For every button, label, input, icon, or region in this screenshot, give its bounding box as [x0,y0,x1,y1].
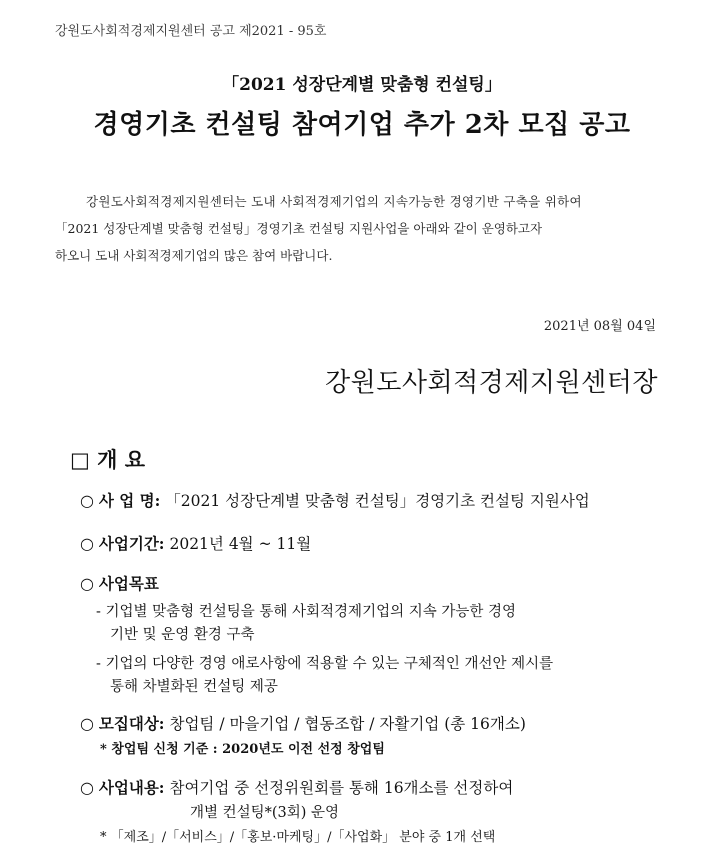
item-label: 모집대상: [98,714,165,733]
content-footnote: * 「제조」/「서비스」/「홍보·마케팅」/「사업화」 분야 중 1개 선택 [100,830,496,845]
goal-line-1: - 기업별 맞춤형 컨설팅을 통해 사회적경제기업의 지속 가능한 경영 [96,604,516,620]
intro-line-1: 강원도사회적경제지원센터는 도내 사회적경제기업의 지속가능한 경영기반 구축을 위하여 [86,194,582,209]
document-title: 경영기초 컨설팅 참여기업 추가 2차 모집 공고 [93,110,631,140]
intro-line-2: 「2021 성장단계별 맞춤형 컨설팅」경영기초 컨설팅 지원사업을 아래와 같이 운영하고자 [55,221,543,236]
item-label: 사 업 명: [98,491,161,510]
item-value: 참여기업 중 선정위원회를 통해 16개소를 선정하여 [169,779,514,797]
goal-line-1-cont: 기반 및 운영 환경 구축 [110,627,255,643]
circle-bullet-icon: ○ [80,714,94,733]
item-value: 2021년 4월 ~ 11월 [169,535,312,553]
item-value: 「2021 성장단계별 맞춤형 컨설팅」경영기초 컨설팅 지원사업 [165,492,590,510]
issuing-organization: 강원도사회적경제지원센터장 [324,368,658,398]
item-project-period [80,532,311,554]
goal-line-2: - 기업의 다양한 경영 애로사항에 적용할 수 있는 구체적인 개선안 제시를 [96,656,554,672]
item-label: 사업내용: [98,778,165,797]
item-project-content [80,776,513,798]
intro-line-3: 하오니 도내 사회적경제기업의 많은 참여 바랍니다. [55,248,333,263]
circle-bullet-icon: ○ [80,574,94,593]
document-subtitle: 「2021 성장단계별 맞춤형 컨설팅」 [222,75,502,95]
item-project-name [80,489,590,511]
target-footnote: * 창업팀 신청 기준 : 2020년도 이전 선정 창업팀 [100,742,385,757]
section-heading-overview [70,444,145,474]
circle-bullet-icon: ○ [80,778,94,797]
goal-line-2-cont: 통해 차별화된 컨설팅 제공 [110,679,278,695]
circle-bullet-icon: ○ [80,534,94,553]
announcement-number: 강원도사회적경제지원센터 공고 제2021 - 95호 [55,24,327,39]
content-line-cont: 개별 컨설팅*(3회) 운영 [190,805,340,821]
checkbox-square-icon: □ [70,447,90,472]
item-value: 창업팀 / 마을기업 / 협동조합 / 자활기업 (총 16개소) [169,715,526,733]
item-label: 사업목표 [98,574,159,593]
item-label: 사업기간: [98,534,165,553]
item-project-goal [80,572,159,594]
item-recruit-target [80,712,526,734]
announcement-date: 2021년 08월 04일 [543,319,656,334]
section-heading-text: 개 요 [97,447,146,472]
circle-bullet-icon: ○ [80,491,94,510]
